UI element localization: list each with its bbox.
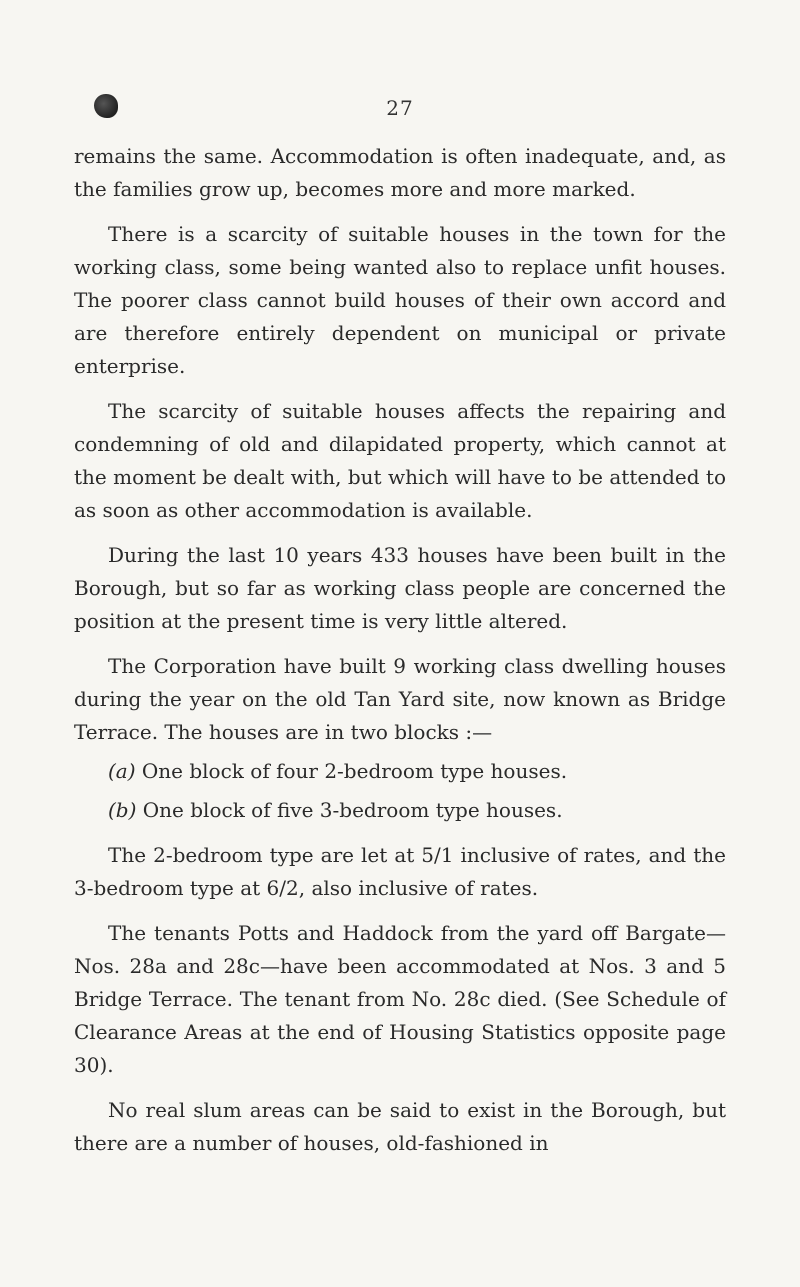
body-text — [74, 140, 726, 1172]
list-item-text: One block of five 3-bedroom type houses. — [142, 798, 563, 822]
list-item — [74, 794, 726, 827]
list-item-label: (b) — [108, 798, 137, 822]
paragraph-2: There is a scarcity of suitable houses in the town for the working class, some being wanted also to replace unfit houses. The poorer class cannot build houses of their own accord and are therefore entirely dependent on municipal or private enterprise. — [74, 222, 726, 378]
paragraph-5: The Corporation have built 9 working class dwelling houses during the year on the old Tan Yard site, now known as Bridge Terrace. The houses are in two blocks :— — [74, 654, 726, 744]
list-item-text: One block of four 2-bedroom type houses. — [141, 759, 568, 783]
page-number: 27 — [386, 96, 414, 120]
paragraph-6: The 2-bedroom type are let at 5/1 inclusive of rates, and the 3-bedroom type at 6/2, also inclusive of rates. — [74, 843, 726, 900]
list-item-label: (a) — [108, 759, 136, 783]
list-item — [74, 755, 726, 788]
paragraph-8: No real slum areas can be said to exist in the Borough, but there are a number of houses, old-fashioned in — [74, 1098, 726, 1155]
paragraph-1: remains the same. Accommodation is often inadequate, and, as the families grow up, becomes more and more marked. — [74, 144, 726, 201]
paragraph-4: During the last 10 years 433 houses have been built in the Borough, but so far as working class people are concerned the position at the present time is very little altered. — [74, 543, 726, 633]
paragraph-7: The tenants Potts and Haddock from the yard off Bargate—Nos. 28a and 28c—have been accommodated at Nos. 3 and 5 Bridge Terrace. The tenant from No. 28c died. (See Schedule of Clearance Areas at the end of Housing Statistics opposite page 30). — [74, 921, 726, 1077]
paragraph-3: The scarcity of suitable houses affects the repairing and condemning of old and dilapidated property, which cannot at the moment be dealt with, but which will have to be attended to as soon as other accommodation is available. — [74, 399, 726, 522]
